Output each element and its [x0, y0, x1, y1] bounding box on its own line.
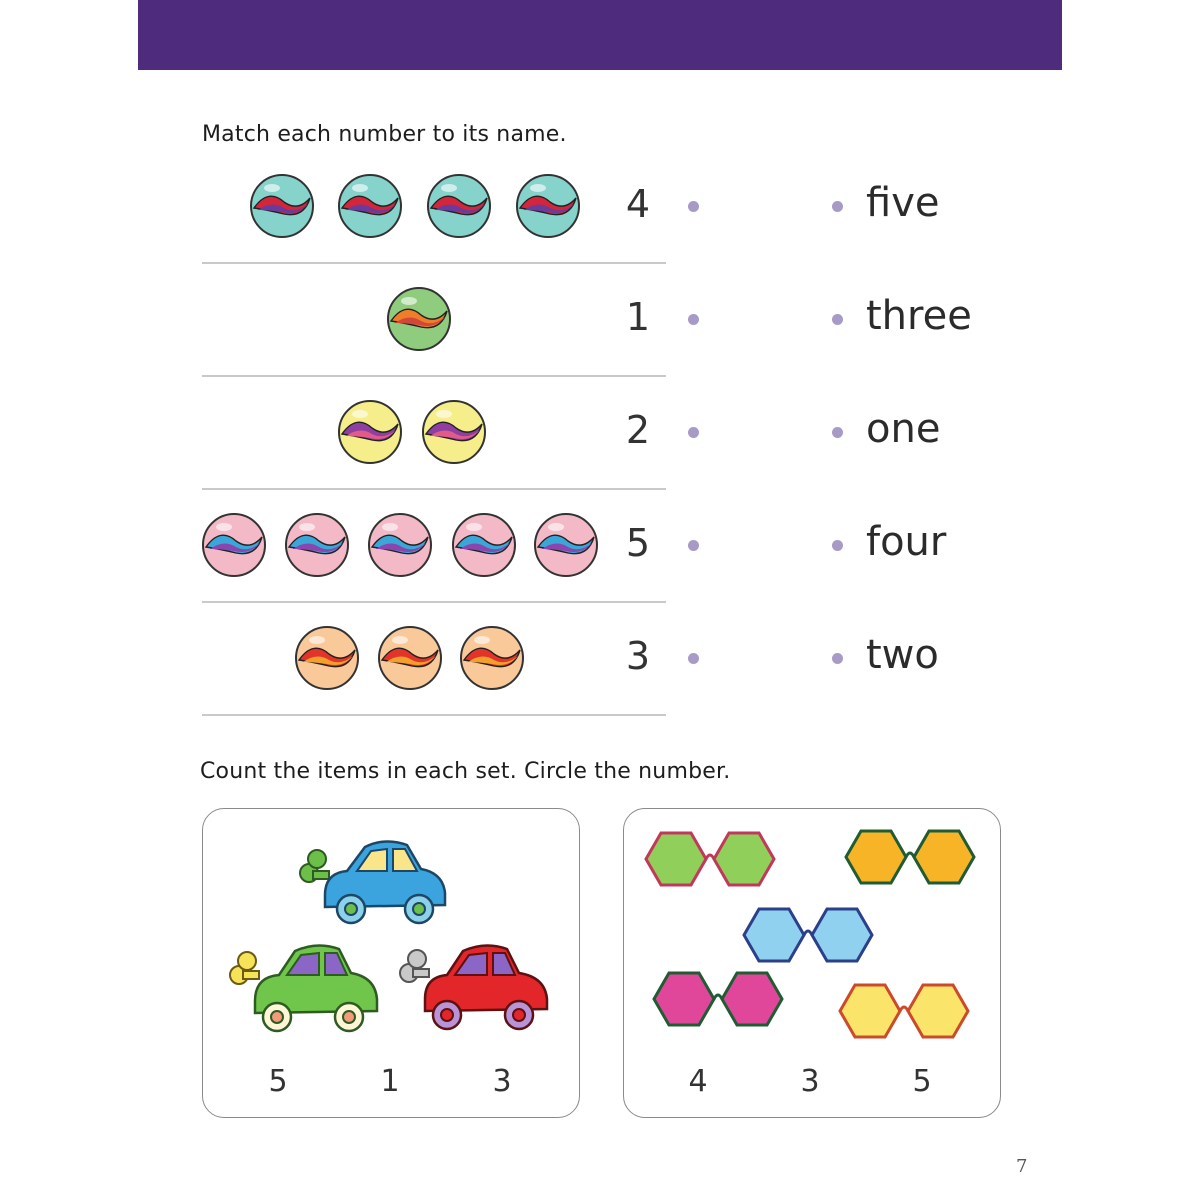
- row-divider: [202, 262, 666, 264]
- glasses-icon: [840, 985, 968, 1037]
- marble-icon: [248, 172, 316, 240]
- glasses-choice-3[interactable]: 5: [912, 1064, 932, 1099]
- glasses-group: [624, 809, 1000, 1059]
- glasses-icon: [846, 831, 974, 883]
- marble-icon: [336, 172, 404, 240]
- glasses-choice-1[interactable]: 4: [688, 1064, 708, 1099]
- marble-icon: [450, 511, 518, 579]
- number-1: 1: [625, 295, 651, 339]
- number-match-dot[interactable]: [688, 427, 699, 438]
- row-divider: [202, 714, 666, 716]
- green-car-icon: [227, 941, 387, 1041]
- number-match-dot[interactable]: [688, 653, 699, 664]
- number-word: one: [866, 406, 941, 452]
- number-5: 5: [625, 521, 651, 565]
- glasses-icon: [654, 973, 782, 1025]
- row-divider: [202, 601, 666, 603]
- blue-car-icon: [295, 835, 455, 935]
- cars-choice-3[interactable]: 3: [492, 1064, 512, 1099]
- glasses-icon: [744, 909, 872, 961]
- number-4: 4: [625, 182, 651, 226]
- row-divider: [202, 488, 666, 490]
- number-word: four: [866, 519, 947, 565]
- marble-icon: [376, 624, 444, 692]
- marble-icon: [458, 624, 526, 692]
- marble-icon: [420, 398, 488, 466]
- marble-icon: [293, 624, 361, 692]
- count-instruction: Count the items in each set. Circle the number.: [200, 759, 731, 784]
- header-banner: [138, 0, 1062, 70]
- red-car-icon: [397, 941, 557, 1041]
- row-divider: [202, 375, 666, 377]
- marble-icon: [532, 511, 600, 579]
- number-word: three: [866, 293, 972, 339]
- marble-icon: [336, 398, 404, 466]
- number-match-dot[interactable]: [688, 540, 699, 551]
- number-3: 3: [625, 634, 651, 678]
- marble-icon: [200, 511, 268, 579]
- number-word: two: [866, 632, 939, 678]
- number-word: five: [866, 180, 940, 226]
- marble-icon: [514, 172, 582, 240]
- cars-choice-1[interactable]: 5: [268, 1064, 288, 1099]
- page-number: 7: [1016, 1156, 1028, 1177]
- marble-icon: [425, 172, 493, 240]
- word-match-dot[interactable]: [832, 653, 843, 664]
- match-instruction: Match each number to its name.: [202, 122, 567, 147]
- number-2: 2: [625, 408, 651, 452]
- number-match-dot[interactable]: [688, 201, 699, 212]
- word-match-dot[interactable]: [832, 314, 843, 325]
- word-match-dot[interactable]: [832, 427, 843, 438]
- number-match-dot[interactable]: [688, 314, 699, 325]
- glasses-icon: [646, 833, 774, 885]
- marble-icon: [283, 511, 351, 579]
- marble-icon: [366, 511, 434, 579]
- marble-icon: [385, 285, 453, 353]
- cars-choice-2[interactable]: 1: [380, 1064, 400, 1099]
- word-match-dot[interactable]: [832, 540, 843, 551]
- word-match-dot[interactable]: [832, 201, 843, 212]
- glasses-choice-2[interactable]: 3: [800, 1064, 820, 1099]
